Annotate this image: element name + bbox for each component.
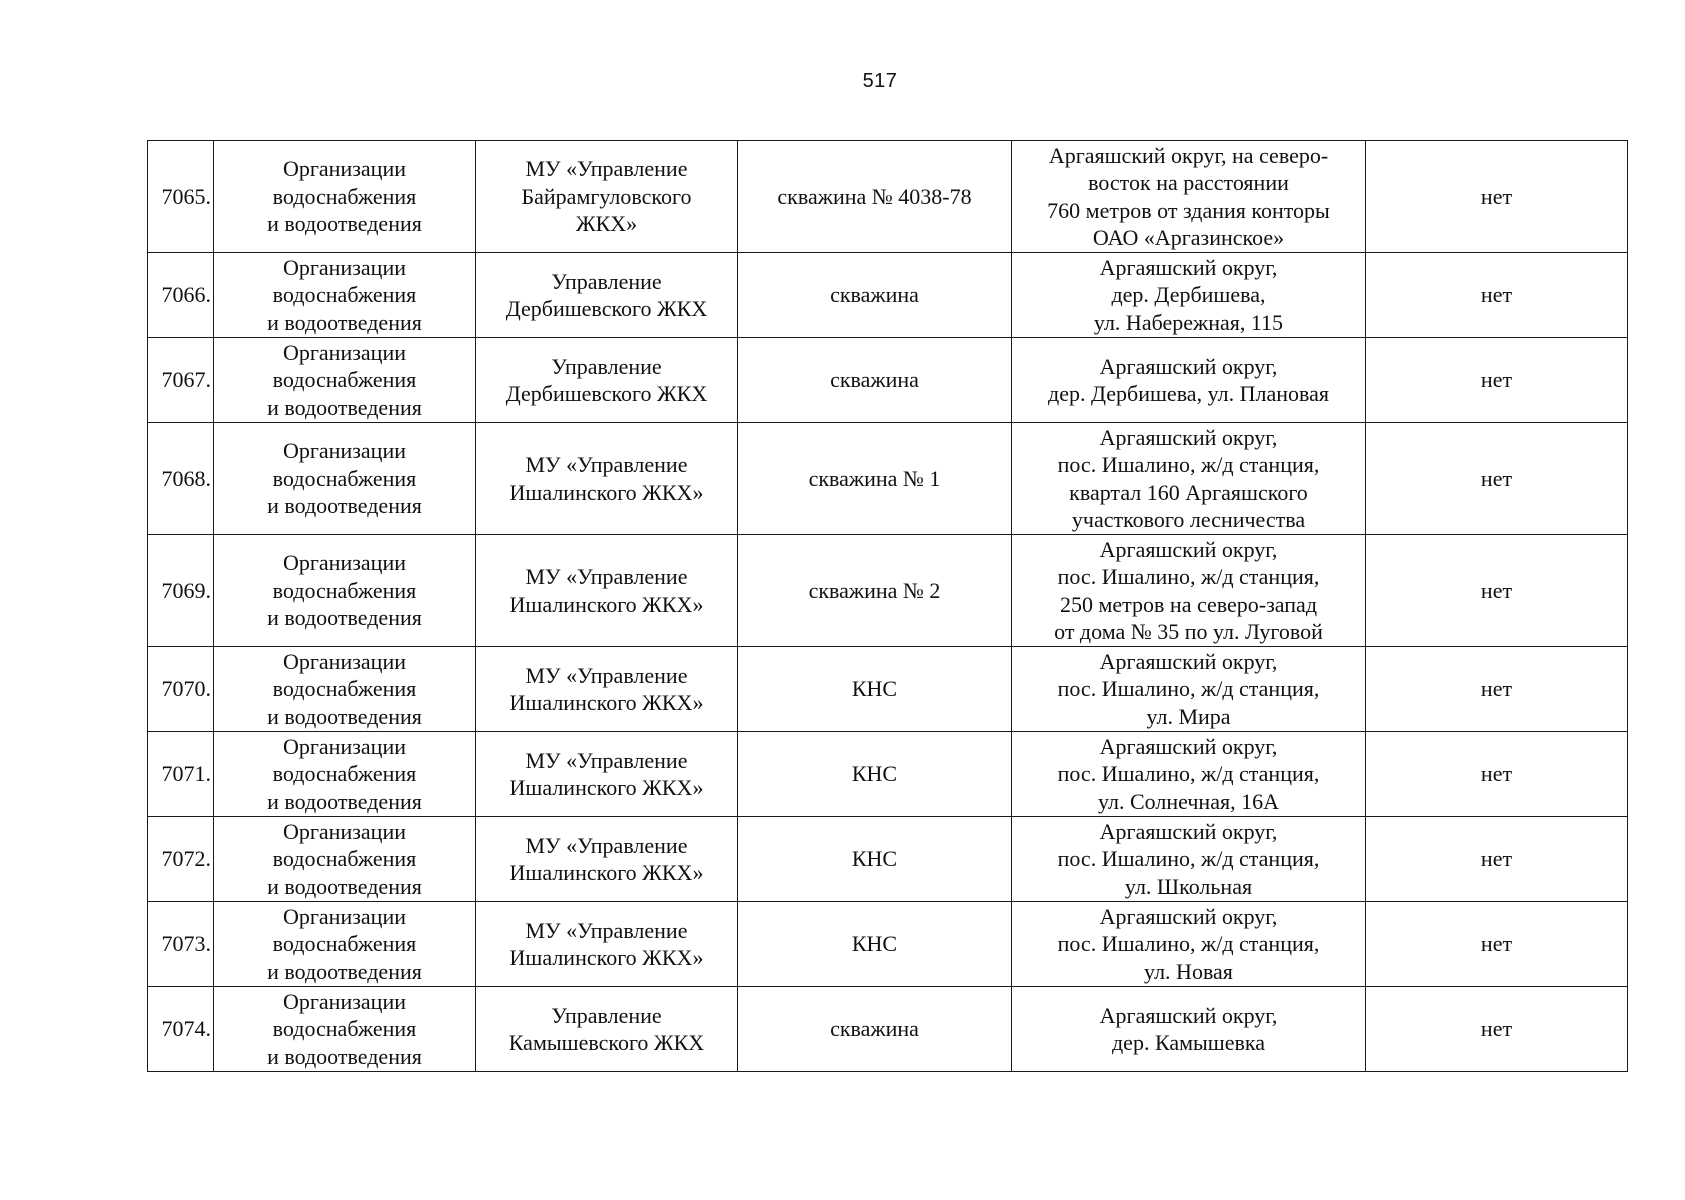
category-cell: Организации водоснабжения и водоотведения <box>214 141 476 253</box>
table-row <box>148 647 1628 732</box>
owner-cell: Управление Дербишевского ЖКХ <box>476 338 738 423</box>
address-cell: Аргаяшский округ, на северо- восток на расстоянии 760 метров от здания конторы ОАО «Аргазинское» <box>1012 141 1366 253</box>
row-number: 7067. <box>148 338 214 423</box>
row-number: 7073. <box>148 902 214 987</box>
object-cell: скважина № 4038-78 <box>738 141 1012 253</box>
address-cell: Аргаяшский округ, пос. Ишалино, ж/д станция, ул. Новая <box>1012 902 1366 987</box>
owner-cell: МУ «Управление Байрамгуловского ЖКХ» <box>476 141 738 253</box>
flag-cell: нет <box>1366 253 1628 338</box>
table-row <box>148 141 1628 253</box>
table-row <box>148 902 1628 987</box>
category-cell: Организации водоснабжения и водоотведения <box>214 647 476 732</box>
object-cell: КНС <box>738 732 1012 817</box>
address-cell: Аргаяшский округ, дер. Дербишева, ул. Плановая <box>1012 338 1366 423</box>
owner-cell: МУ «Управление Ишалинского ЖКХ» <box>476 647 738 732</box>
address-cell: Аргаяшский округ, пос. Ишалино, ж/д станция, ул. Мира <box>1012 647 1366 732</box>
table-row <box>148 987 1628 1072</box>
object-cell: скважина <box>738 253 1012 338</box>
owner-cell: МУ «Управление Ишалинского ЖКХ» <box>476 732 738 817</box>
object-cell: скважина № 2 <box>738 535 1012 647</box>
category-cell: Организации водоснабжения и водоотведения <box>214 535 476 647</box>
table-row <box>148 817 1628 902</box>
flag-cell: нет <box>1366 902 1628 987</box>
flag-cell: нет <box>1366 423 1628 535</box>
owner-cell: МУ «Управление Ишалинского ЖКХ» <box>476 902 738 987</box>
row-number: 7066. <box>148 253 214 338</box>
row-number: 7069. <box>148 535 214 647</box>
row-number: 7065. <box>148 141 214 253</box>
flag-cell: нет <box>1366 647 1628 732</box>
flag-cell: нет <box>1366 987 1628 1072</box>
object-cell: КНС <box>738 817 1012 902</box>
address-cell: Аргаяшский округ, пос. Ишалино, ж/д станция, квартал 160 Аргаяшского участкового лесничества <box>1012 423 1366 535</box>
owner-cell: МУ «Управление Ишалинского ЖКХ» <box>476 423 738 535</box>
owner-cell: Управление Дербишевского ЖКХ <box>476 253 738 338</box>
object-cell: скважина <box>738 338 1012 423</box>
table-row <box>148 338 1628 423</box>
category-cell: Организации водоснабжения и водоотведения <box>214 817 476 902</box>
category-cell: Организации водоснабжения и водоотведения <box>214 732 476 817</box>
category-cell: Организации водоснабжения и водоотведения <box>214 902 476 987</box>
flag-cell: нет <box>1366 141 1628 253</box>
row-number: 7072. <box>148 817 214 902</box>
registry-table <box>147 140 1628 1072</box>
flag-cell: нет <box>1366 338 1628 423</box>
flag-cell: нет <box>1366 535 1628 647</box>
owner-cell: Управление Камышевского ЖКХ <box>476 987 738 1072</box>
table-row <box>148 253 1628 338</box>
address-cell: Аргаяшский округ, дер. Дербишева, ул. Набережная, 115 <box>1012 253 1366 338</box>
object-cell: скважина <box>738 987 1012 1072</box>
table-row <box>148 423 1628 535</box>
owner-cell: МУ «Управление Ишалинского ЖКХ» <box>476 817 738 902</box>
category-cell: Организации водоснабжения и водоотведения <box>214 338 476 423</box>
owner-cell: МУ «Управление Ишалинского ЖКХ» <box>476 535 738 647</box>
address-cell: Аргаяшский округ, пос. Ишалино, ж/д станция, 250 метров на северо-запад от дома № 35 по ул. Луговой <box>1012 535 1366 647</box>
object-cell: скважина № 1 <box>738 423 1012 535</box>
row-number: 7070. <box>148 647 214 732</box>
category-cell: Организации водоснабжения и водоотведения <box>214 423 476 535</box>
flag-cell: нет <box>1366 732 1628 817</box>
address-cell: Аргаяшский округ, пос. Ишалино, ж/д станция, ул. Школьная <box>1012 817 1366 902</box>
row-number: 7068. <box>148 423 214 535</box>
row-number: 7071. <box>148 732 214 817</box>
table-row <box>148 535 1628 647</box>
address-cell: Аргаяшский округ, дер. Камышевка <box>1012 987 1366 1072</box>
page-number: 517 <box>862 70 898 92</box>
category-cell: Организации водоснабжения и водоотведения <box>214 987 476 1072</box>
category-cell: Организации водоснабжения и водоотведения <box>214 253 476 338</box>
table-row <box>148 732 1628 817</box>
row-number: 7074. <box>148 987 214 1072</box>
flag-cell: нет <box>1366 817 1628 902</box>
object-cell: КНС <box>738 902 1012 987</box>
address-cell: Аргаяшский округ, пос. Ишалино, ж/д станция, ул. Солнечная, 16А <box>1012 732 1366 817</box>
object-cell: КНС <box>738 647 1012 732</box>
